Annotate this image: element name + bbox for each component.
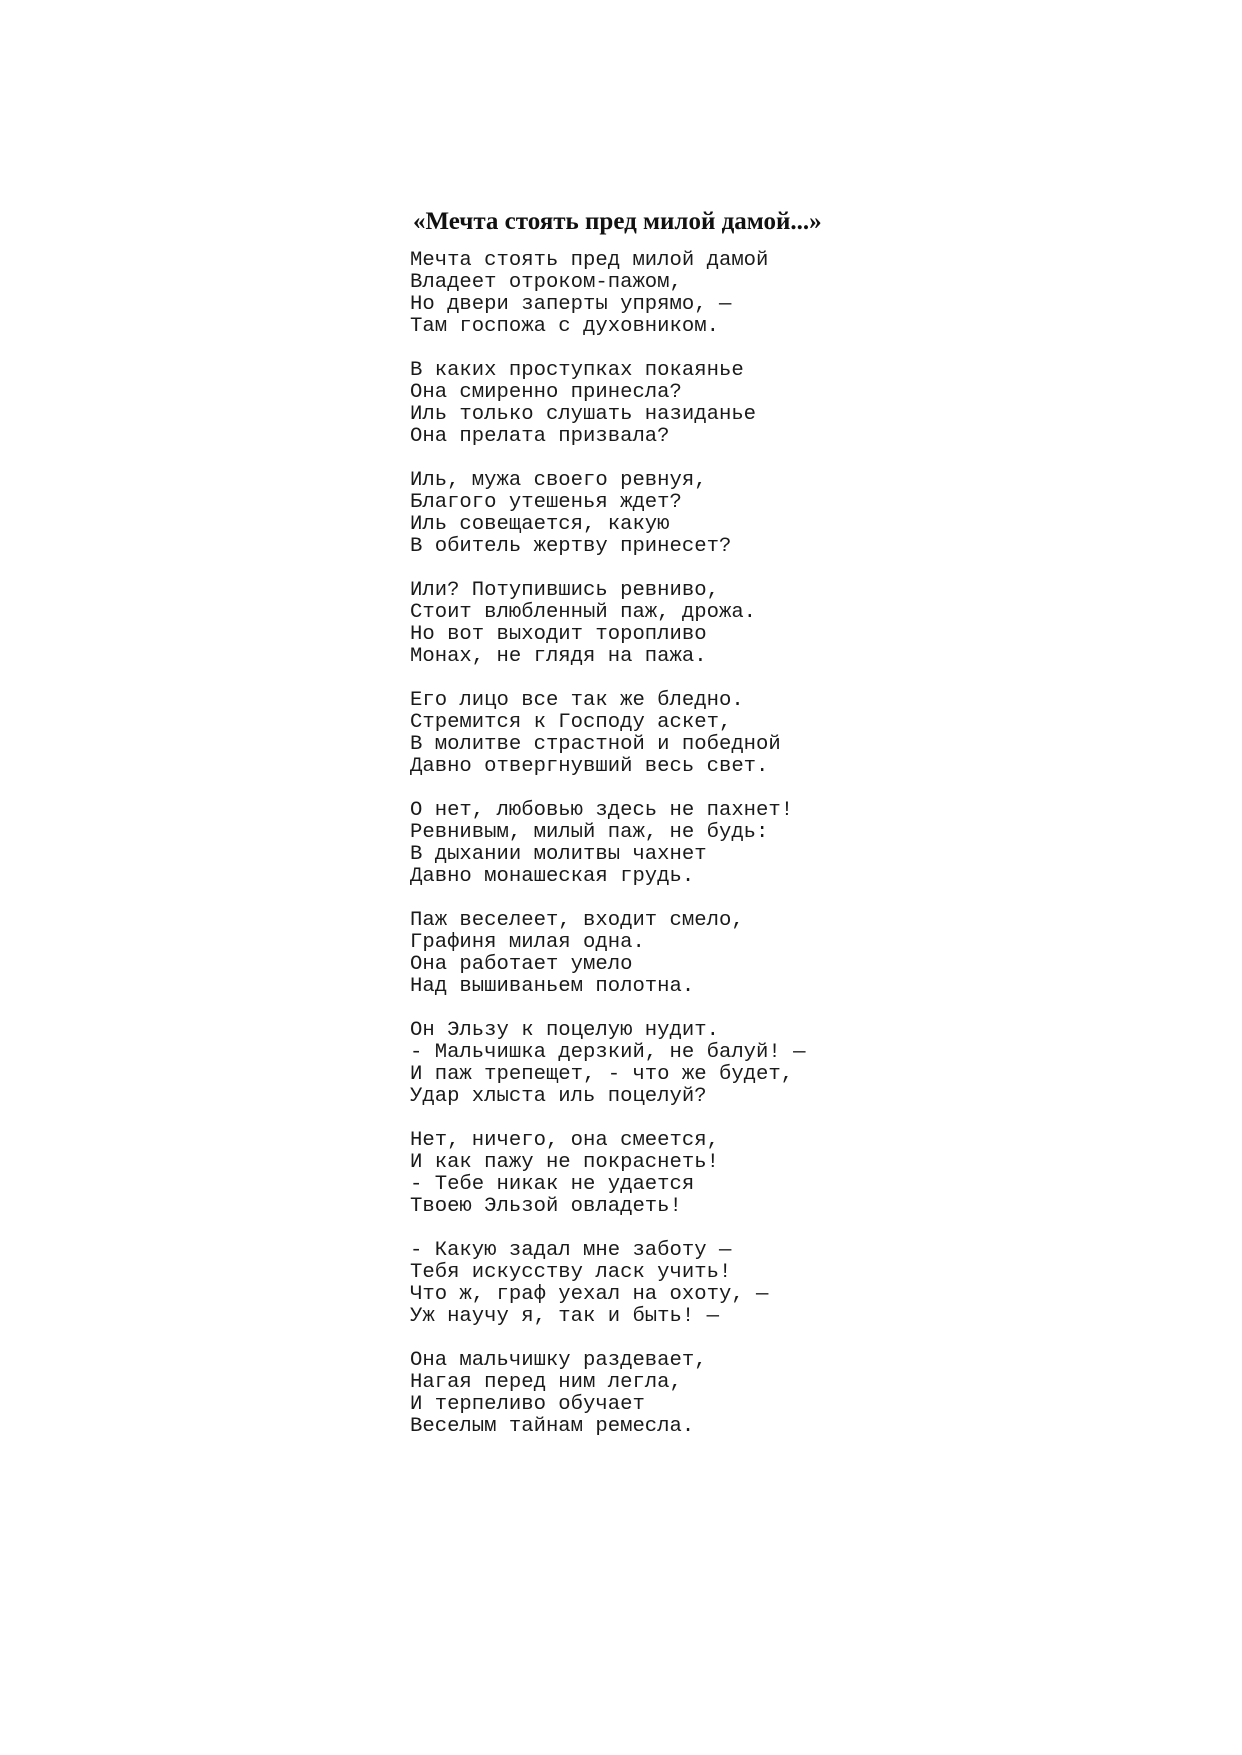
poem-line: Благого утешенья ждет? [410, 491, 682, 514]
poem-line: Твоею Эльзой овладеть! [410, 1195, 682, 1218]
poem-line: О нет, любовью здесь не пахнет! [410, 799, 794, 822]
poem-line: Уж научу я, так и быть! — [410, 1305, 719, 1328]
stanza [410, 1350, 1190, 1438]
poem-line: В дыхании молитвы чахнет [410, 843, 707, 866]
poem-line: Стоит влюбленный паж, дрожа. [410, 601, 757, 624]
poem-line: Она прелата призвала? [410, 425, 670, 448]
poem-line: Давно монашеская грудь. [410, 865, 695, 888]
poem-line: Стремится к Господу аскет, [410, 711, 732, 734]
poem-line: Или? Потупившись ревниво, [410, 579, 719, 602]
poem-line: Графиня милая одна. [410, 931, 645, 954]
poem-line: Иль только слушать назиданье [410, 403, 757, 426]
poem-line: Но двери заперты упрямо, — [410, 293, 732, 316]
poem-line: Иль, мужа своего ревнуя, [410, 469, 707, 492]
poem-line: Над вышиваньем полотна. [410, 975, 695, 998]
poem-line: Она работает умело [410, 953, 633, 976]
poem-line: Иль совещается, какую [410, 513, 670, 536]
stanza [410, 470, 1190, 558]
stanza [410, 1020, 1190, 1108]
poem-body [410, 250, 1190, 1438]
stanza [410, 800, 1190, 888]
poem-line: Давно отвергнувший весь свет. [410, 755, 769, 778]
poem-line: И как пажу не покраснеть! [410, 1151, 719, 1174]
poem-line: Нагая перед ним легла, [410, 1371, 682, 1394]
poem-line: Тебя искусству ласк учить! [410, 1261, 732, 1284]
poem-line: Его лицо все так же бледно. [410, 689, 744, 712]
poem-line: Там госпожа с духовником. [410, 315, 719, 338]
poem-line: - Тебе никак не удается [410, 1173, 695, 1196]
poem-line: Ревнивым, милый паж, не будь: [410, 821, 769, 844]
poem-line: Но вот выходит торопливо [410, 623, 707, 646]
stanza [410, 360, 1190, 448]
poem-line: Что ж, граф уехал на охоту, — [410, 1283, 769, 1306]
poem-line: Он Эльзу к поцелую нудит. [410, 1019, 719, 1042]
stanza [410, 690, 1190, 778]
poem-line: Мечта стоять пред милой дамой [410, 249, 769, 272]
poem-line: В каких проступках покаянье [410, 359, 744, 382]
poem-line: И терпеливо обучает [410, 1393, 645, 1416]
poem-line: Паж веселеет, входит смело, [410, 909, 744, 932]
poem-line: Она мальчишку раздевает, [410, 1349, 707, 1372]
stanza [410, 580, 1190, 668]
poem-line: Она смиренно принесла? [410, 381, 682, 404]
stanza [410, 250, 1190, 338]
poem-line: - Мальчишка дерзкий, не балуй! — [410, 1041, 806, 1064]
stanza [410, 1240, 1190, 1328]
poem-line: - Какую задал мне заботу — [410, 1239, 732, 1262]
poem-line: Нет, ничего, она смеется, [410, 1129, 719, 1152]
poem-title: «Мечта стоять пред милой дамой...» [413, 208, 822, 235]
poem-line: Монах, не глядя на пажа. [410, 645, 707, 668]
stanza [410, 1130, 1190, 1218]
poem-line: И паж трепещет, - что же будет, [410, 1063, 794, 1086]
stanza [410, 910, 1190, 998]
poem [410, 206, 1190, 1460]
poem-line: Веселым тайнам ремесла. [410, 1415, 695, 1438]
poem-line: Владеет отроком-пажом, [410, 271, 682, 294]
poem-line: Удар хлыста иль поцелуй? [410, 1085, 707, 1108]
poem-line: В молитве страстной и победной [410, 733, 781, 756]
poem-line: В обитель жертву принесет? [410, 535, 732, 558]
